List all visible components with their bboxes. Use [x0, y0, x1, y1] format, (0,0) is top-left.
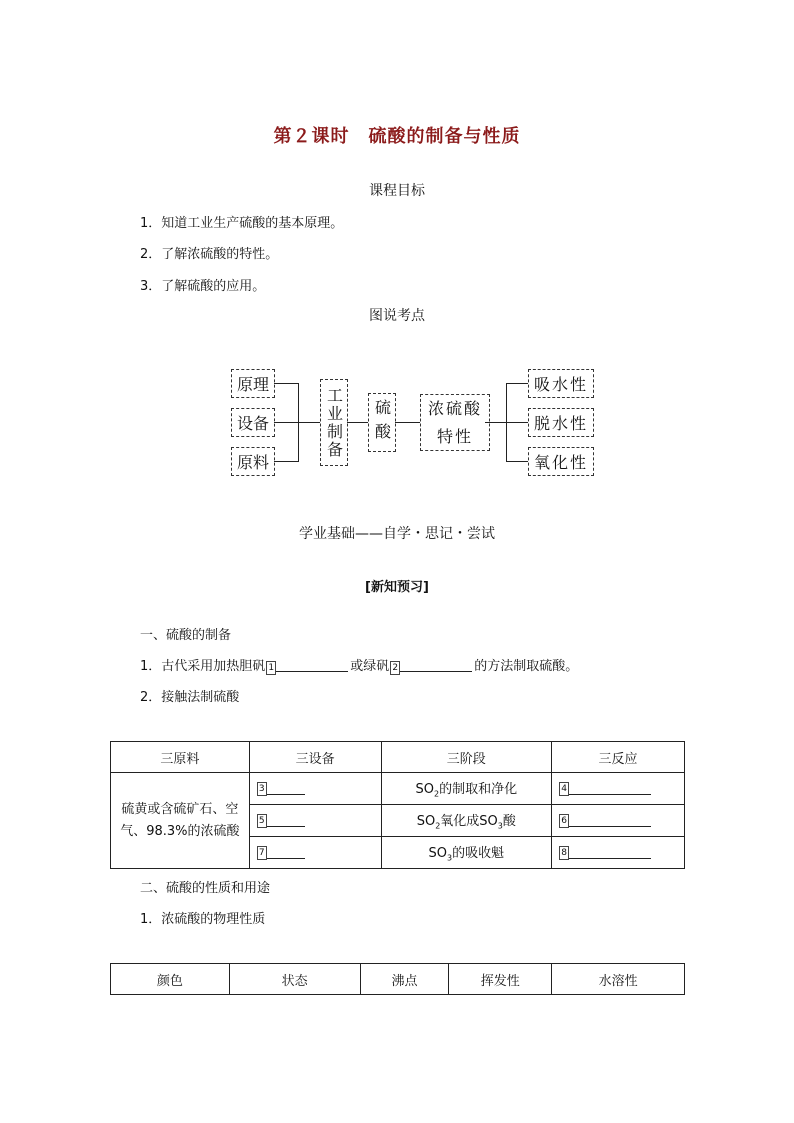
reaction-cell [552, 805, 685, 837]
connector-line [274, 461, 298, 462]
equipment-cell [249, 805, 381, 837]
diagram-box-materials: 原料 [231, 447, 275, 476]
fill-blank[interactable] [276, 657, 348, 672]
item1-line [140, 655, 578, 675]
item1-text-c: 的方法制取硫酸。 [474, 659, 579, 674]
diagram-box-properties: 浓硫酸特性 [420, 394, 490, 451]
blank-number: 8 [559, 846, 569, 860]
blank-number: 5 [257, 814, 267, 828]
table-header: 状态 [229, 964, 360, 995]
page-title: 第２课时 硫酸的制备与性质 [273, 126, 521, 147]
fill-blank[interactable] [267, 814, 305, 827]
table-header: 三阶段 [381, 742, 552, 773]
item1-text-b: 或绿矾 [350, 659, 390, 674]
connector-line [298, 422, 320, 423]
stage-cell: $SO_3$的吸收魁 [381, 837, 552, 869]
connector-line [347, 422, 368, 423]
diagram-box-sulfuric-acid: 硫酸 [368, 393, 396, 452]
equipment-cell [249, 773, 381, 805]
item1-text-a: 1．古代采用加热胆矾 [140, 659, 266, 674]
blank-number: 4 [559, 782, 569, 796]
fill-blank[interactable] [569, 846, 651, 859]
goal-item: 2．了解浓硫酸的特性。 [140, 247, 279, 262]
blank-number: 1 [266, 661, 276, 675]
part2-item1: 1．浓硫酸的物理性质 [140, 912, 266, 927]
blank-number: 3 [257, 782, 267, 796]
section-heading: 学业基础——自学・思记・尝试 [299, 526, 495, 542]
table-header: 水溶性 [552, 964, 685, 995]
blank-number: 6 [559, 814, 569, 828]
diagram-box-equipment: 设备 [231, 408, 275, 437]
blank-number: 2 [390, 661, 400, 675]
contact-process-table [110, 741, 685, 869]
connector-line [506, 461, 528, 462]
table-header: 沸点 [360, 964, 449, 995]
connector-line [274, 422, 298, 423]
diagram-box-oxidation: 氧化性 [528, 447, 594, 476]
fill-blank[interactable] [267, 782, 305, 795]
physical-properties-table [110, 963, 685, 995]
fill-blank[interactable] [569, 814, 651, 827]
table-header: 挥发性 [449, 964, 552, 995]
reaction-cell [552, 837, 685, 869]
diagram-box-industrial: 工业制备 [320, 379, 348, 466]
connector-line [395, 422, 420, 423]
fill-blank[interactable] [569, 782, 651, 795]
preview-label: [新知预习] [365, 580, 429, 595]
table-header: 三反应 [552, 742, 685, 773]
diagram-box-water-absorption: 吸水性 [528, 369, 594, 398]
connector-line [506, 383, 528, 384]
item2-line: 2．接触法制硫酸 [140, 690, 240, 705]
raw-material-cell: 硫黄或含硫矿石、空气、98.3%的浓硫酸 [111, 773, 250, 869]
reaction-cell [552, 773, 685, 805]
fill-blank[interactable] [267, 846, 305, 859]
goal-item: 1．知道工业生产硫酸的基本原理。 [140, 216, 344, 231]
part1-heading: 一、硫酸的制备 [140, 628, 232, 643]
connector-line [274, 383, 298, 384]
fill-blank[interactable] [400, 657, 472, 672]
table-header: 三设备 [249, 742, 381, 773]
part2-heading: 二、硫酸的性质和用途 [140, 881, 271, 896]
table-header: 三原料 [111, 742, 250, 773]
diagram-box-principle: 原理 [231, 369, 275, 398]
stage-cell: $SO_2$氧化成$SO_3$酸 [381, 805, 552, 837]
goals-heading: 课程目标 [369, 183, 425, 199]
diagram-heading: 图说考点 [369, 308, 425, 324]
equipment-cell [249, 837, 381, 869]
stage-cell: $SO_2$的制取和净化 [381, 773, 552, 805]
connector-line [485, 422, 506, 423]
blank-number: 7 [257, 846, 267, 860]
goal-item: 3．了解硫酸的应用。 [140, 279, 266, 294]
connector-line [506, 422, 528, 423]
table-header: 颜色 [111, 964, 230, 995]
diagram-box-dehydration: 脱水性 [528, 408, 594, 437]
